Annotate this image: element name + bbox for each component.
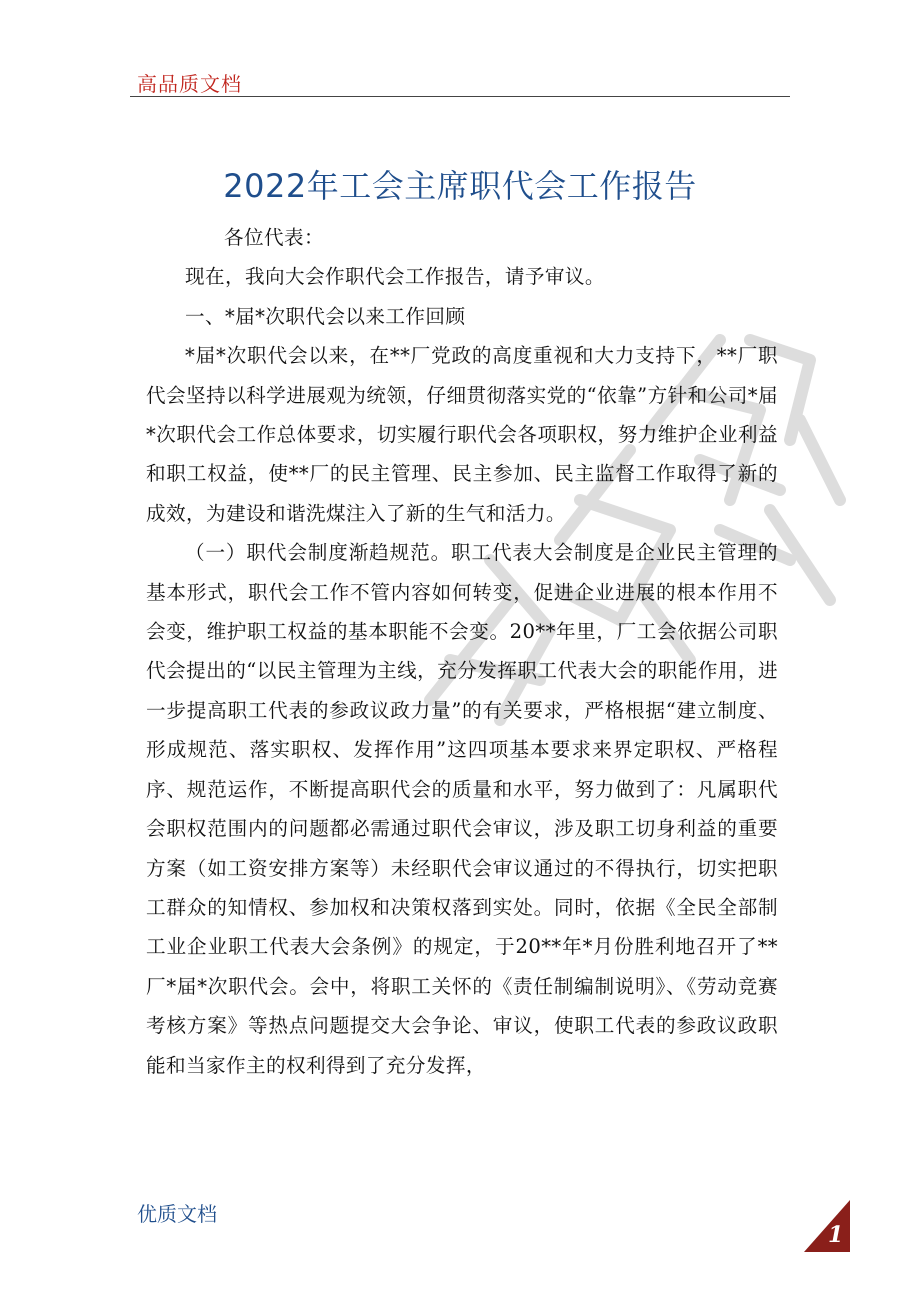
document-body — [146, 216, 778, 1085]
header-divider — [130, 96, 790, 97]
header-brand: 高品质文档 — [137, 72, 242, 96]
footer-brand: 优质文档 — [137, 1202, 217, 1226]
salutation: 各位代表： — [224, 226, 324, 249]
document-title: 2022年工会主席职代会工作报告 — [223, 167, 697, 206]
paragraph: （一）职代会制度渐趋规范。职工代表大会制度是企业民主管理的基本形式，职代会工作不管内容如何转变，促进企业进展的根本作用不会变，维护职工权益的基本职能不会变。20**年里，厂工会依据公司职代会提出的“以民主管理为主线，充分发挥职工代表大会的职能作用，进一步提高职工代表的参政议政力量”的有关要求，严格根据“建立制度、形成规范、落实职权、发挥作用”这四项基本要求来界定职权、严格程序、规范运作，不断提高职代会的质量和水平，努力做到了：凡属职代会职权范围内的问题都必需通过职代会审议，涉及职工切身利益的重要方案（如工资安排方案等）未经职代会审议通过的不得执行，切实把职工群众的知情权、参加权和决策权落到实处。同时，依据《全民全部制工业企业职工代表大会条例》的规定，于20**年*月份胜利地召开了**厂*届*次职代会。会中，将职工关怀的《责任制编制说明》、《劳动竞赛考核方案》等热点问题提交大会争论、审议，使职工代表的参政议政职能和当家作主的权利得到了充分发挥， — [146, 541, 778, 1077]
section-heading: 一、*届*次职代会以来工作回顾 — [185, 304, 466, 328]
paragraph: 现在，我向大会作职代会工作报告，请予审议。 — [185, 265, 605, 289]
paragraph: *届*次职代会以来，在**厂党政的高度重视和大力支持下，**厂职代会坚持以科学进展观为统领，仔细贯彻落实党的“依靠”方针和公司*届*次职代会工作总体要求，切实履行职代会各项职权，努力维护企业利益和职工权益，使**厂的民主管理、民主参加、民主监督工作取得了新的成效，为建设和谐洗煤注入了新的生气和活力。 — [146, 344, 778, 525]
page-number: 1 — [828, 1222, 844, 1248]
